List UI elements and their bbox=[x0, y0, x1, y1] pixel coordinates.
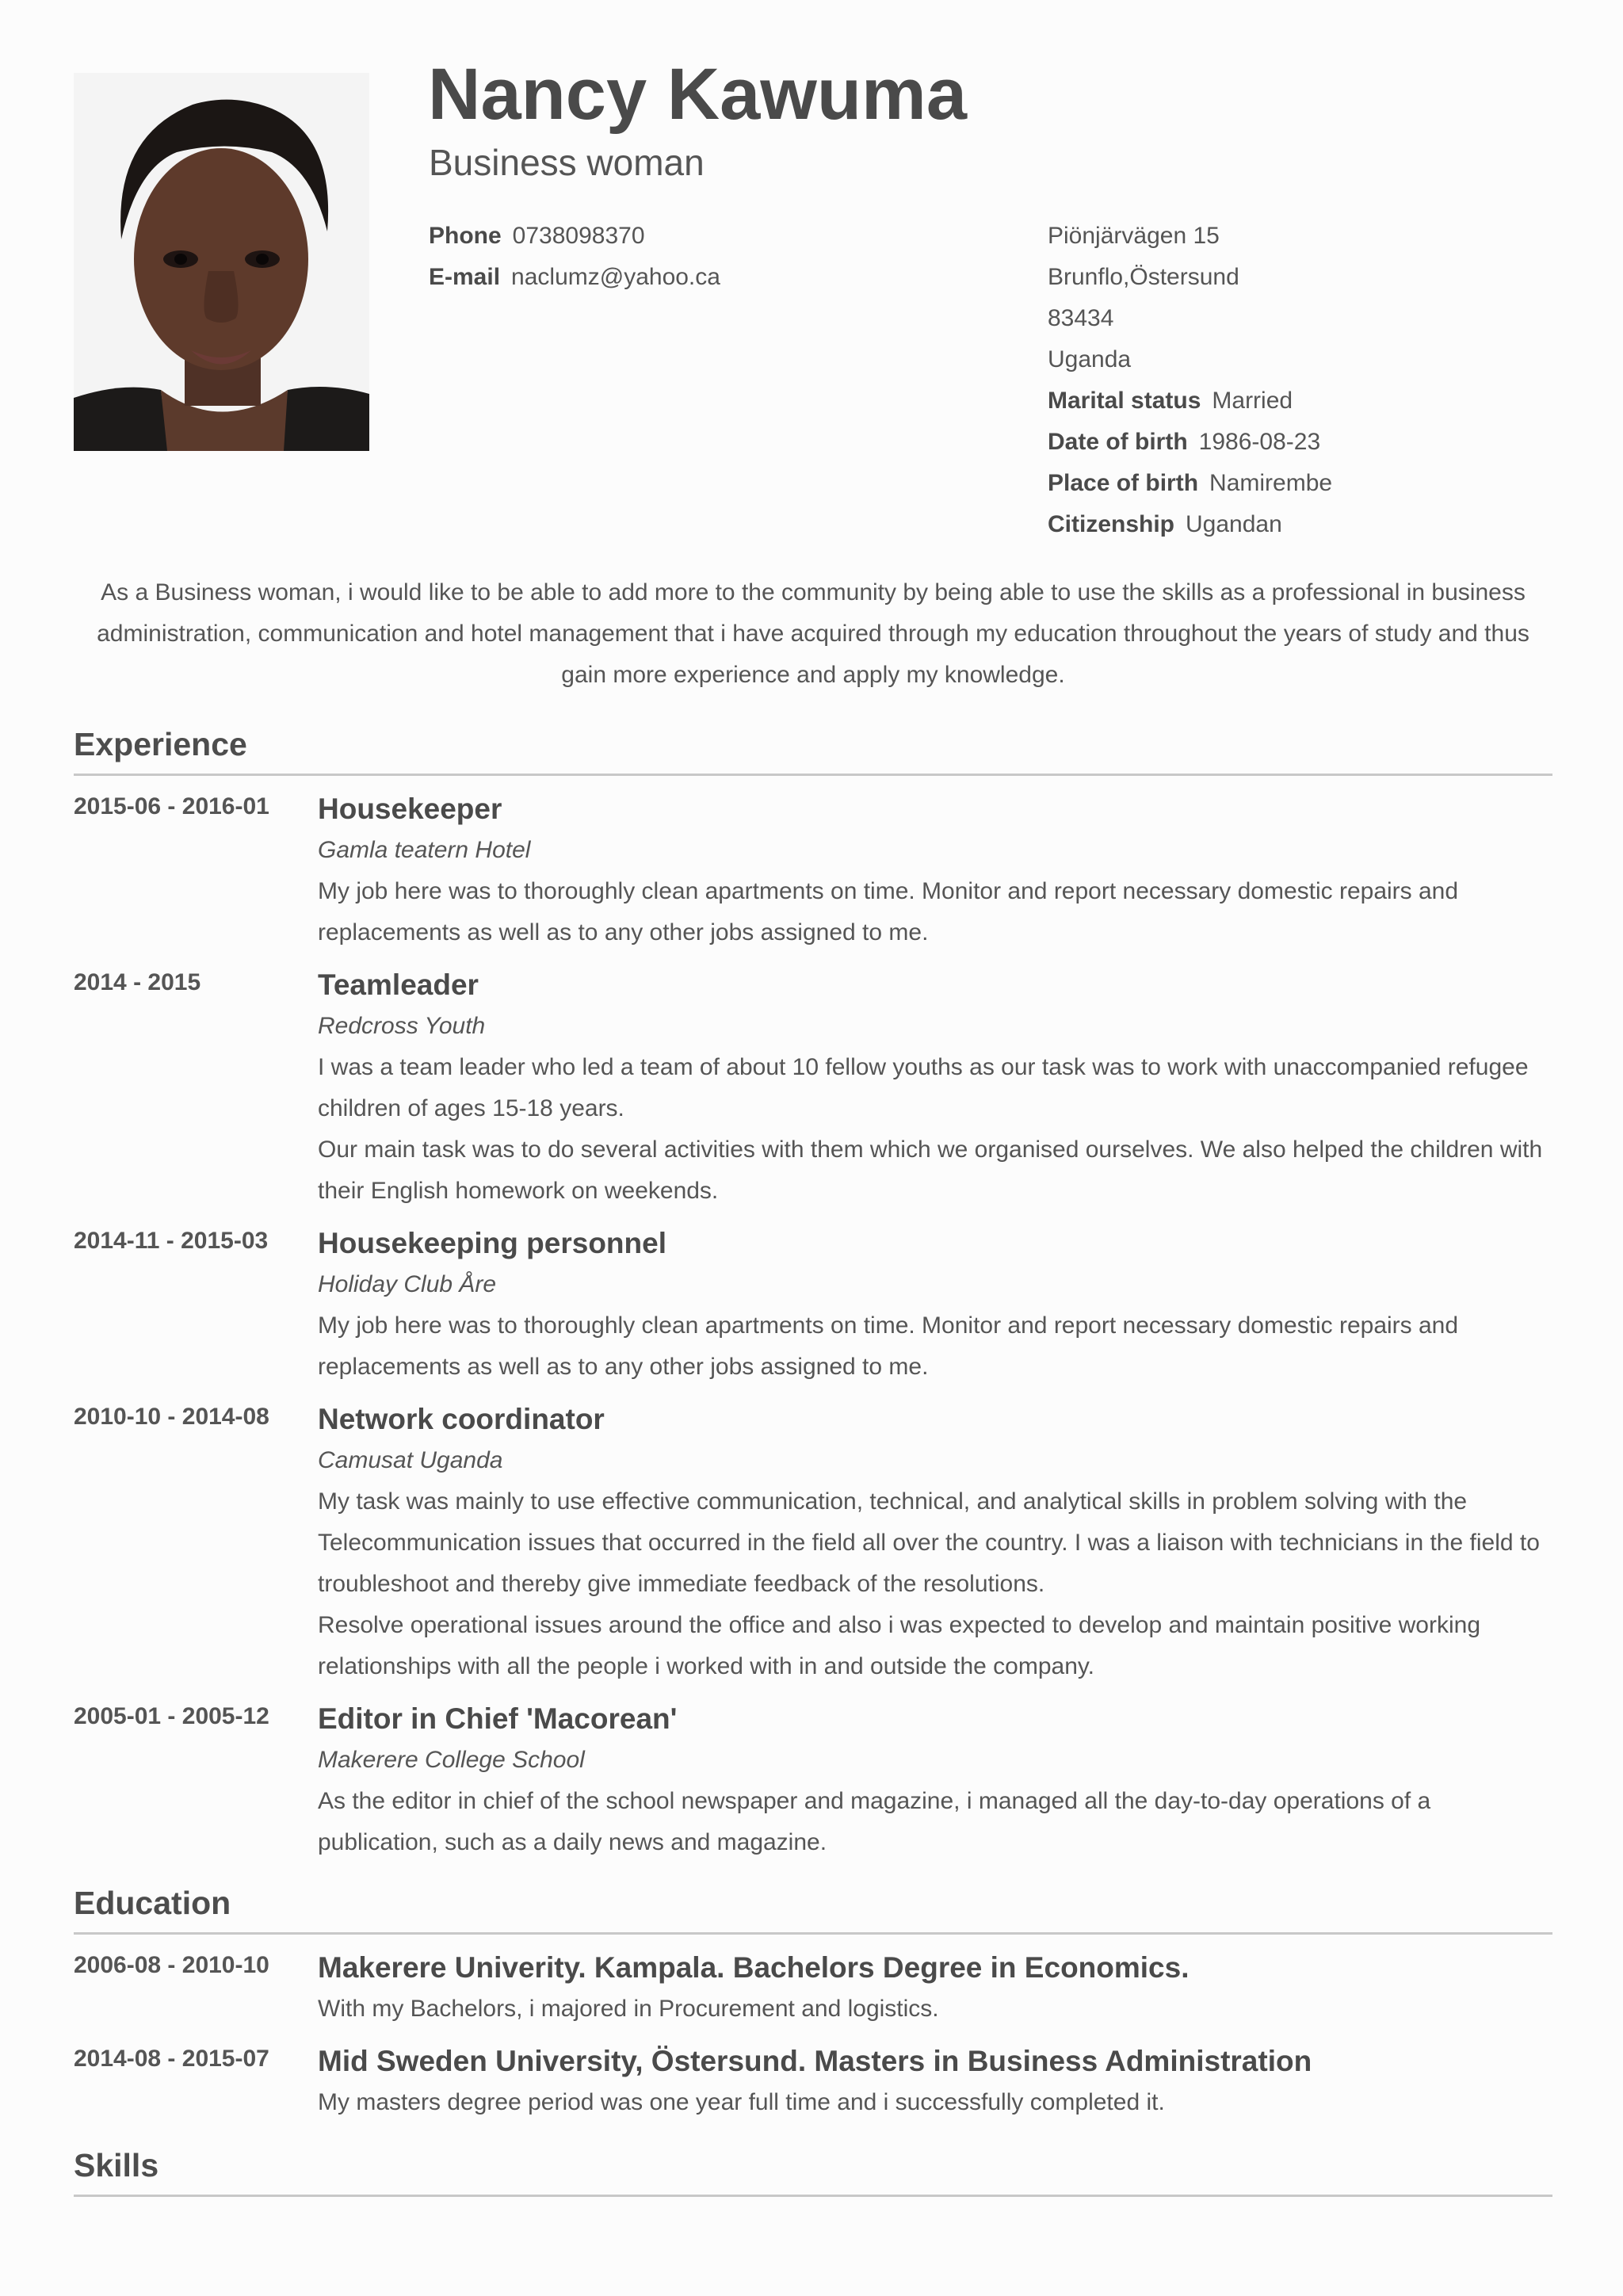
dob-value: 1986-08-23 bbox=[1198, 429, 1321, 455]
citizenship-row bbox=[1048, 504, 1332, 545]
address-country: Uganda bbox=[1048, 346, 1132, 372]
marital-label: Marital status bbox=[1048, 388, 1201, 414]
address-city: Brunflo,Östersund bbox=[1048, 264, 1239, 290]
skills-heading: Skills bbox=[74, 2146, 1552, 2197]
experience-entry bbox=[74, 1223, 1552, 1388]
education-entry bbox=[74, 1947, 1552, 2030]
marital-value: Married bbox=[1212, 388, 1293, 414]
education-section bbox=[74, 1884, 1552, 2123]
experience-entry bbox=[74, 965, 1552, 1212]
phone-row bbox=[429, 216, 720, 257]
address-info bbox=[1048, 216, 1332, 545]
entry-title: Editor in Chief 'Macorean' bbox=[318, 1702, 678, 1736]
entry-description: My task was mainly to use effective communication, technical, and analytical skills in problem solving with the Telecommunication issues that occurred in the field all over the country. I was a liaison with technicians in the field to troubleshoot and thereby give immediate feedback of the resolutions. bbox=[318, 1488, 1540, 1598]
entry-organization: Holiday Club Åre bbox=[318, 1271, 497, 1298]
entry-title: Makerere Univerity. Kampala. Bachelors Degree in Economics. bbox=[318, 1951, 1190, 1985]
education-entry bbox=[74, 2041, 1552, 2123]
portrait-photo bbox=[74, 73, 369, 451]
contact-info bbox=[429, 216, 720, 298]
marital-row bbox=[1048, 380, 1332, 422]
entry-organization: Redcross Youth bbox=[318, 1013, 486, 1040]
entry-date: 2006-08 - 2010-10 bbox=[74, 1952, 269, 1979]
skills-section bbox=[74, 2146, 1552, 2197]
entry-date: 2014-08 - 2015-07 bbox=[74, 2046, 269, 2073]
entry-description: I was a team leader who led a team of about 10 fellow youths as our task was to work with unaccompanied refugee children of ages 15-18 years. bbox=[318, 1054, 1529, 1122]
citizenship-value: Ugandan bbox=[1186, 511, 1282, 537]
pob-row bbox=[1048, 463, 1332, 504]
dob-label: Date of birth bbox=[1048, 429, 1188, 455]
entry-description: My job here was to thoroughly clean apartments on time. Monitor and report necessary domestic repairs and replacements as well as to any other jobs assigned to me. bbox=[318, 878, 1459, 946]
education-heading: Education bbox=[74, 1884, 1552, 1935]
experience-section bbox=[74, 725, 1552, 1863]
person-name: Nancy Kawuma bbox=[428, 54, 968, 135]
entry-organization: Gamla teatern Hotel bbox=[318, 837, 531, 864]
entry-title: Mid Sweden University, Östersund. Masters in Business Administration bbox=[318, 2045, 1312, 2078]
experience-entry bbox=[74, 1399, 1552, 1687]
entry-date: 2010-10 - 2014-08 bbox=[74, 1404, 269, 1431]
experience-heading: Experience bbox=[74, 725, 1552, 776]
citizenship-label: Citizenship bbox=[1048, 511, 1175, 537]
pob-label: Place of birth bbox=[1048, 470, 1199, 496]
phone-value: 0738098370 bbox=[512, 223, 645, 249]
portrait-photo-icon bbox=[74, 73, 369, 451]
address-street: Piönjärvägen 15 bbox=[1048, 223, 1220, 249]
entry-title: Housekeeping personnel bbox=[318, 1227, 666, 1260]
entry-date: 2014 - 2015 bbox=[74, 969, 201, 996]
entry-date: 2015-06 - 2016-01 bbox=[74, 793, 269, 820]
entry-organization: Camusat Uganda bbox=[318, 1447, 503, 1474]
dob-row bbox=[1048, 422, 1332, 463]
entry-organization: Makerere College School bbox=[318, 1747, 585, 1774]
experience-entry bbox=[74, 789, 1552, 953]
email-value: naclumz@yahoo.ca bbox=[511, 264, 720, 290]
email-label: E-mail bbox=[429, 264, 501, 290]
entry-title: Housekeeper bbox=[318, 793, 502, 826]
headline: Business woman bbox=[429, 142, 705, 183]
entry-title: Teamleader bbox=[318, 968, 479, 1002]
profile-summary: As a Business woman, i would like to be able to add more to the community by being able to use the skills as a professional in business administration, communication and hotel management that i have acquired through my education throughout the years of study and thus gain more experience and apply my knowledge. bbox=[97, 579, 1529, 688]
experience-entry bbox=[74, 1698, 1552, 1863]
entry-description: Our main task was to do several activities with them which we organised ourselves. We also helped the children with their English homework on weekends. bbox=[318, 1137, 1543, 1205]
email-row bbox=[429, 257, 720, 298]
entry-description: With my Bachelors, i majored in Procurement and logistics. bbox=[318, 1996, 939, 2023]
entry-description: Resolve operational issues around the office and also i was expected to develop and maintain positive working relationships with all the people i worked with in and outside the company. bbox=[318, 1612, 1481, 1680]
entry-description: My masters degree period was one year full time and i successfully completed it. bbox=[318, 2089, 1165, 2116]
phone-label: Phone bbox=[429, 223, 502, 249]
entry-description: As the editor in chief of the school newspaper and magazine, i managed all the day-to-day operations of a publication, such as a daily news and magazine. bbox=[318, 1788, 1431, 1856]
entry-description: My job here was to thoroughly clean apartments on time. Monitor and report necessary domestic repairs and replacements as well as to any other jobs assigned to me. bbox=[318, 1312, 1459, 1381]
entry-date: 2014-11 - 2015-03 bbox=[74, 1228, 269, 1255]
entry-title: Network coordinator bbox=[318, 1403, 605, 1436]
pob-value: Namirembe bbox=[1209, 470, 1333, 496]
entry-date: 2005-01 - 2005-12 bbox=[74, 1703, 269, 1730]
address-zip: 83434 bbox=[1048, 305, 1114, 331]
